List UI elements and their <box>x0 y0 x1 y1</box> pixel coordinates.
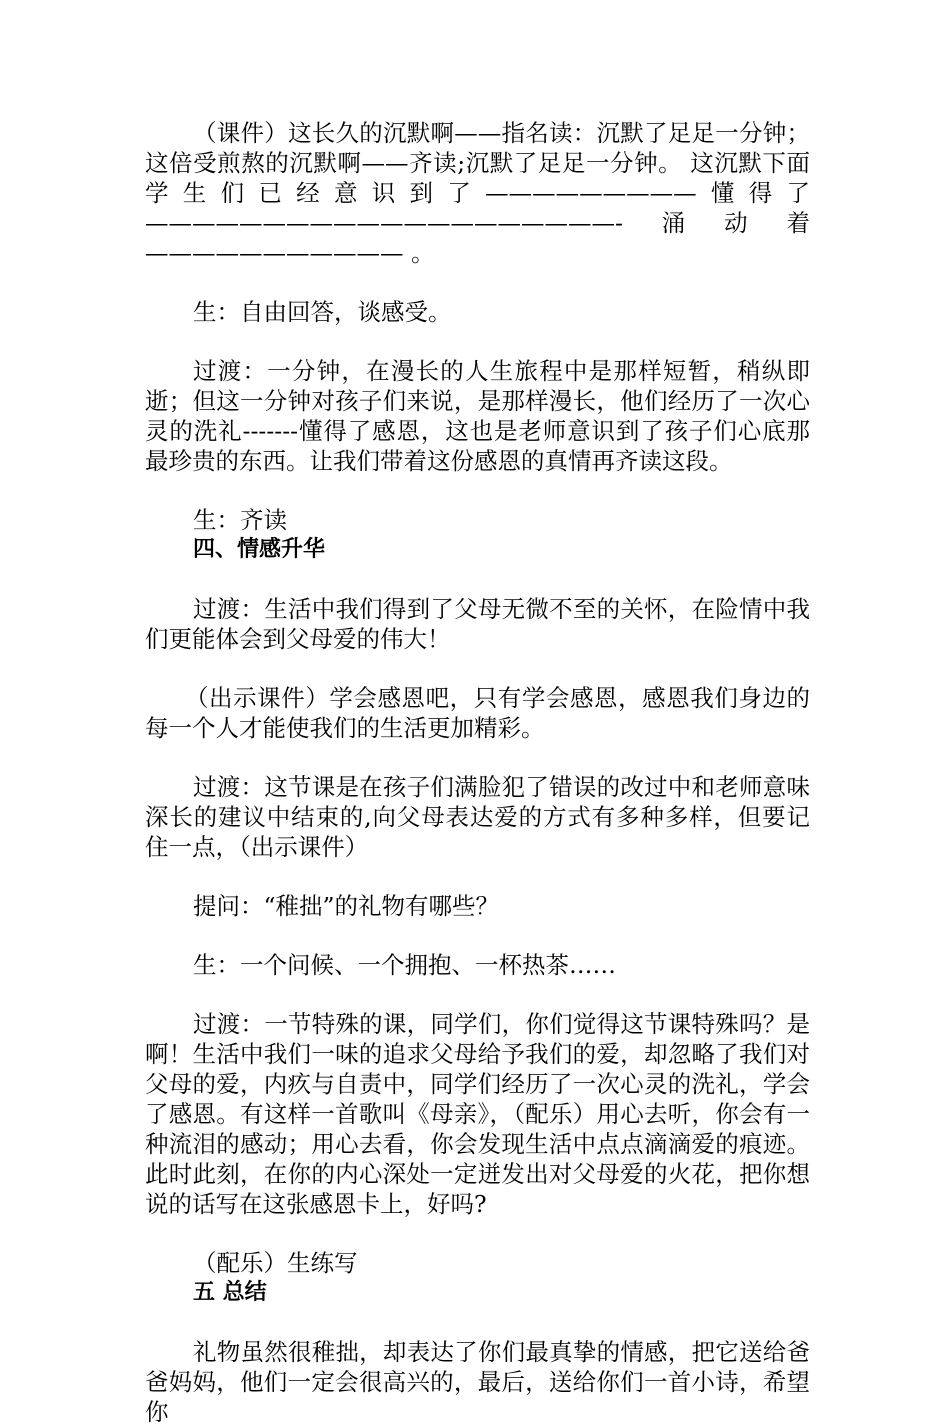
document-page <box>145 118 810 1427</box>
section-heading-emotion: 四、情感升华 <box>193 537 326 562</box>
paragraph-transition-one-minute: 过渡：一分钟，在漫长的人生旅程中是那样短暂，稍纵即逝；但这一分钟对孩子们来说，是那样漫长，他们经历了一次心灵的洗礼-------懂得了感恩，这也是老师意识到了孩子们心底那最珍贵的东西。让我们带着这份感恩的真情再齐读这段。 <box>145 357 810 475</box>
paragraph-transition-lesson-end: 过渡：这节课是在孩子们满脸犯了错误的改过中和老师意味深长的建议中结束的,向父母表达爱的方式有多种多样，但要记住一点，（出示课件） <box>145 773 810 861</box>
paragraph-transition-special-lesson: 过渡：一节特殊的课，同学们，你们觉得这节课特殊吗？是啊！生活中我们一味的追求父母给予我们的爱，却忽略了我们对父母的爱，内疚与自责中，同学们经历了一次心灵的洗礼，学会了感恩。有这样一首歌叫《母亲》，（配乐）用心去听，你会有一种流泪的感动；用心去看，你会发现生活中点点滴滴爱的痕迹。此时此刻，在你的内心深处一定迸发出对父母爱的火花，把你想说的话写在这张感恩卡上，好吗? <box>145 1010 810 1218</box>
paragraph-courseware-silence: （课件）这长久的沉默啊——指名读：沉默了足足一分钟；这倍受煎熬的沉默啊——齐读;沉默了足足一分钟。 这沉默下面学生们已经意识到了—————————懂得了————————————————————-涌动着——————————— 。 <box>145 119 810 267</box>
paragraph-transition-parents-care: 过渡：生活中我们得到了父母无微不至的关怀，在险情中我们更能体会到父母爱的伟大！ <box>145 595 810 653</box>
section-heading-summary: 五 总结 <box>193 1280 267 1305</box>
paragraph-student-read: 生：齐读 <box>193 506 287 534</box>
paragraph-student-gifts: 生：一个问候、一个拥抱、一杯热茶…… <box>193 951 616 979</box>
paragraph-question-gifts: 提问：“稚拙”的礼物有哪些？ <box>193 892 500 920</box>
paragraph-summary-gift: 礼物虽然很稚拙，却表达了你们最真挚的情感，把它送给爸爸妈妈，他们一定会很高兴的，最后，送给你们一首小诗，希望你 <box>145 1338 810 1426</box>
paragraph-music-writing: （配乐）生练写 <box>193 1249 358 1277</box>
paragraph-student-answer: 生：自由回答，谈感受。 <box>193 298 452 326</box>
paragraph-learn-gratitude: （出示课件）学会感恩吧，只有学会感恩，感恩我们身边的每一个人才能使我们的生活更加精彩。 <box>145 684 810 742</box>
